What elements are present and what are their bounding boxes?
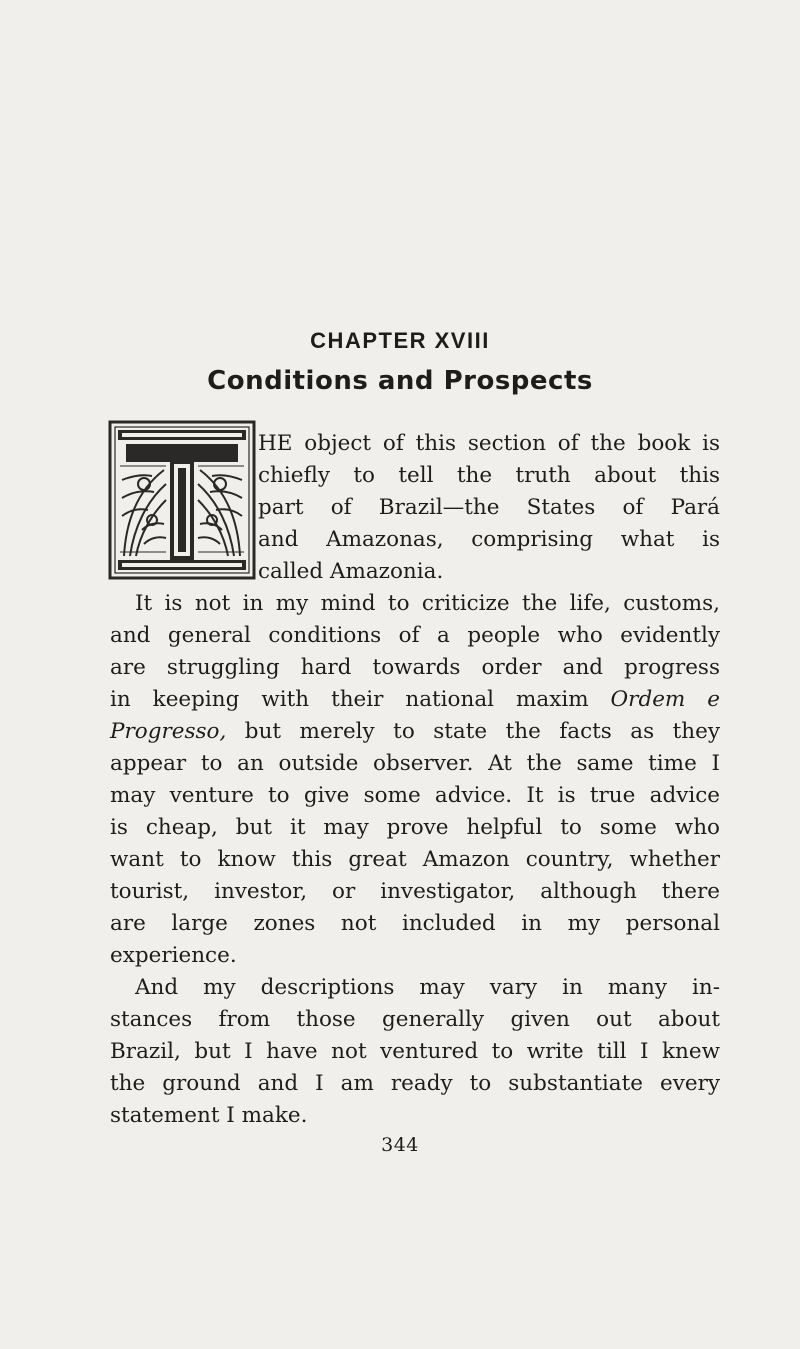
text-line: and Amazonas, comprising what is [258,527,720,552]
text-span: but merely to state the facts as they [226,719,720,744]
text-line: Brazil, but I have not ventured to write till I knew [110,1039,720,1064]
text-line: appear to an outside observer. At the same time I [110,751,720,776]
text-line: experience. [110,943,237,968]
page-number: 344 [381,1134,419,1156]
text-span: in keeping with their national maxim [110,687,611,712]
text-line-with-italic [110,716,720,748]
text-line: want to know this great Amazon country, whether [110,847,720,872]
text-line-with-italic [110,684,720,716]
italic-maxim: Progresso, [110,719,227,744]
ornamental-drop-cap-t-icon [108,420,256,582]
text-line: tourist, investor, or investigator, although there [110,879,720,904]
text-line: the ground and I am ready to substantiate every [110,1071,720,1096]
text-line: and general conditions of a people who evidently [110,623,720,648]
chapter-title: Conditions and Prospects [207,366,593,396]
text-line: is cheap, but it may prove helpful to some who [110,815,720,840]
text-line: It is not in my mind to criticize the life, customs, [135,591,720,616]
text-line: statement I make. [110,1103,308,1128]
text-line: part of Brazil—the States of Pará [258,495,720,520]
text-line: are struggling hard towards order and progress [110,655,720,680]
text-line: And my descriptions may vary in many in- [135,975,720,1000]
chapter-heading: CHAPTER XVIII [310,328,490,353]
text-line: may venture to give some advice. It is true advice [110,783,720,808]
text-line: called Amazonia. [258,559,444,584]
text-line: are large zones not included in my personal [110,911,720,936]
text-line: stances from those generally given out about [110,1007,720,1032]
text-line: chiefly to tell the truth about this [258,463,720,488]
text-line: HE object of this section of the book is [258,431,720,456]
italic-maxim: Ordem e [610,687,720,712]
